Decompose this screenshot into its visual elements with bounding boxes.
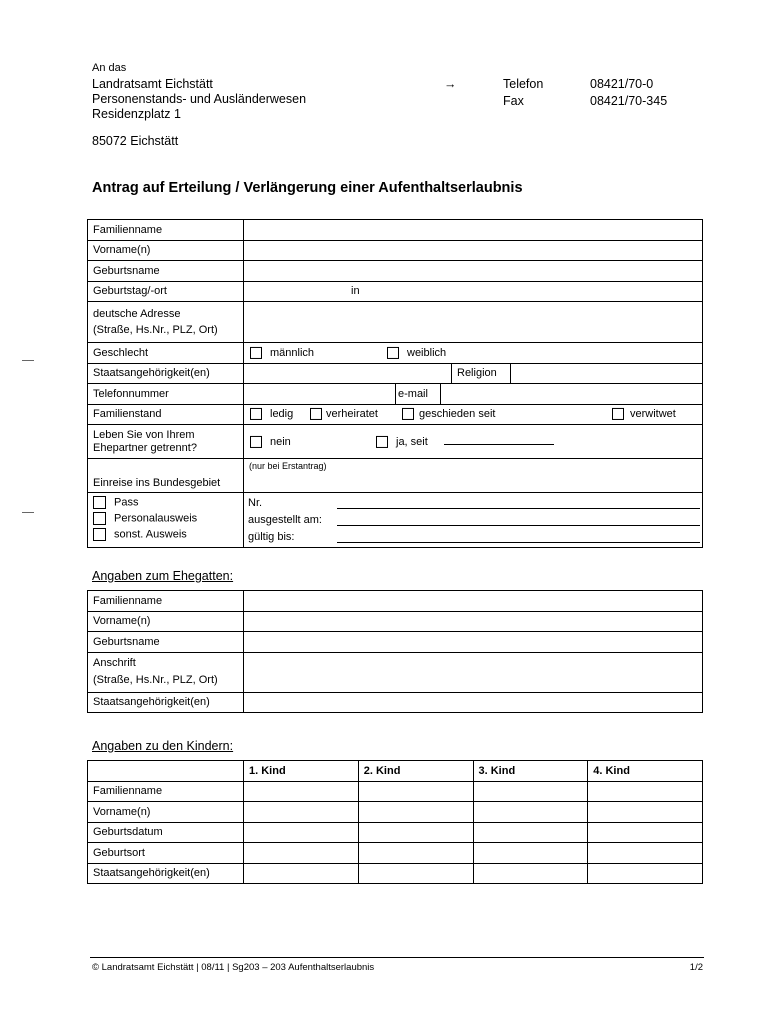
vorname-field[interactable] [244, 240, 703, 261]
table-row [88, 220, 703, 241]
checkbox-icon[interactable] [93, 528, 106, 541]
column-header: 3. Kind [473, 761, 588, 782]
label-einreise: Einreise ins Bundesgebiet [88, 459, 244, 493]
gueltig-label: gültig bis: [248, 531, 295, 543]
table-row [88, 822, 703, 843]
adresse-label-1: deutsche Adresse [93, 308, 181, 320]
spouse-anschrift-field[interactable] [244, 652, 703, 692]
checkbox-icon[interactable] [376, 436, 388, 448]
row-label: Vorname(n) [88, 802, 244, 823]
table-row [88, 404, 703, 425]
child-cell[interactable] [244, 843, 359, 864]
ja-seit-line[interactable] [444, 444, 554, 445]
verwitwet-option[interactable] [612, 408, 676, 420]
verwitwet-label: verwitwet [630, 408, 676, 421]
checkbox-icon[interactable] [93, 512, 106, 525]
table-row [88, 611, 703, 632]
checkbox-icon[interactable] [93, 496, 106, 509]
spouse-geburtsname-field[interactable] [244, 632, 703, 653]
address-line-3: Residenzplatz 1 [92, 107, 181, 121]
label-familienname: Familienname [88, 220, 244, 241]
nr-label: Nr. [248, 497, 263, 509]
label-spouse-anschrift [88, 652, 244, 692]
fold-mark [22, 360, 34, 361]
spouse-familienname-field[interactable] [244, 591, 703, 612]
checkbox-icon[interactable] [250, 436, 262, 448]
child-cell[interactable] [588, 822, 703, 843]
form-title: Antrag auf Erteilung / Verlängerung einer Aufenthaltserlaubnis [92, 180, 523, 196]
child-cell[interactable] [473, 863, 588, 884]
verheiratet-option[interactable] [310, 408, 378, 420]
nr-line[interactable] [337, 508, 700, 509]
sonst-ausweis-option[interactable] [93, 528, 187, 541]
label-geschlecht: Geschlecht [88, 343, 244, 364]
table-row [88, 843, 703, 864]
column-header: 4. Kind [588, 761, 703, 782]
fax-value: 08421/70-345 [590, 94, 668, 108]
applicant-table [87, 219, 703, 548]
checkbox-icon[interactable] [387, 347, 399, 359]
personalausweis-option[interactable] [93, 512, 197, 525]
religion-label: Religion [457, 367, 497, 380]
table-row [88, 425, 703, 459]
label-spouse-vorname: Vorname(n) [88, 611, 244, 632]
checkbox-icon[interactable] [250, 408, 262, 420]
children-heading: Angaben zu den Kindern: [92, 739, 234, 753]
row-label: Geburtsort [88, 843, 244, 864]
page-number: 1/2 [689, 962, 703, 973]
table-row [88, 863, 703, 884]
ausweis-details [244, 493, 703, 548]
column-header: 1. Kind [244, 761, 359, 782]
address-line-1: Landratsamt Eichstätt [92, 77, 213, 91]
column-header: 2. Kind [358, 761, 473, 782]
label-spouse-familienname: Familienname [88, 591, 244, 612]
children-table [87, 760, 703, 884]
adresse-field[interactable] [244, 302, 703, 343]
table-row [88, 493, 703, 548]
spouse-vorname-field[interactable] [244, 611, 703, 632]
child-cell[interactable] [358, 843, 473, 864]
weiblich-option[interactable] [387, 347, 446, 359]
spouse-anschrift-label-2: (Straße, Hs.Nr., PLZ, Ort) [93, 674, 218, 686]
label-spouse-staatsangehoerigkeit: Staatsangehörigkeit(en) [88, 692, 244, 713]
child-cell[interactable] [244, 863, 359, 884]
table-row [88, 591, 703, 612]
getrennt-label-2: Ehepartner getrennt? [93, 441, 197, 454]
child-cell[interactable] [358, 781, 473, 802]
familienname-field[interactable] [244, 220, 703, 241]
address-intro: An das [92, 62, 127, 74]
table-row [88, 343, 703, 364]
spouse-heading: Angaben zum Ehegatten: [92, 569, 234, 583]
adresse-label-2: (Straße, Hs.Nr., PLZ, Ort) [93, 324, 218, 336]
label-staatsangehoerigkeit: Staatsangehörigkeit(en) [88, 363, 244, 384]
label-telefon: Telefonnummer [88, 384, 244, 405]
nein-label: nein [270, 435, 291, 448]
table-row [88, 384, 703, 405]
child-cell[interactable] [588, 843, 703, 864]
weiblich-label: weiblich [407, 346, 447, 359]
table-row [88, 692, 703, 713]
label-spouse-geburtsname: Geburtsname [88, 632, 244, 653]
familienstand-field [244, 404, 703, 425]
spouse-anschrift-label-1: Anschrift [93, 657, 136, 669]
pass-option[interactable] [93, 496, 138, 509]
ja-seit-label: ja, seit [396, 435, 428, 448]
footer-divider [90, 957, 704, 958]
ausweis-options [88, 493, 244, 548]
checkbox-icon[interactable] [250, 347, 262, 359]
child-cell[interactable] [358, 863, 473, 884]
child-cell[interactable] [588, 781, 703, 802]
label-geburtstag: Geburtstag/-ort [88, 281, 244, 302]
telefon-field[interactable] [244, 384, 703, 405]
ledig-option[interactable] [250, 408, 293, 420]
child-cell[interactable] [244, 822, 359, 843]
header-empty [88, 761, 244, 782]
table-row [88, 302, 703, 343]
address-line-2: Personenstands- und Ausländerwesen [92, 92, 307, 106]
table-row [88, 781, 703, 802]
geburtsname-field[interactable] [244, 261, 703, 282]
nein-option[interactable] [250, 435, 291, 447]
ausgestellt-line[interactable] [337, 525, 700, 526]
checkbox-icon[interactable] [310, 408, 322, 420]
child-cell[interactable] [473, 822, 588, 843]
child-cell[interactable] [473, 843, 588, 864]
child-cell[interactable] [358, 802, 473, 823]
child-cell[interactable] [244, 802, 359, 823]
child-cell[interactable] [473, 781, 588, 802]
personalausweis-label: Personalausweis [114, 512, 198, 525]
table-row [88, 632, 703, 653]
einreise-field[interactable] [244, 459, 703, 493]
label-adresse [88, 302, 244, 343]
ledig-label: ledig [270, 408, 294, 421]
address-city: 85072 Eichstätt [92, 134, 179, 148]
label-geburtsname: Geburtsname [88, 261, 244, 282]
row-label: Staatsangehörigkeit(en) [88, 863, 244, 884]
maennlich-option[interactable] [250, 347, 314, 359]
label-getrennt [88, 425, 244, 459]
child-cell[interactable] [244, 781, 359, 802]
maennlich-label: männlich [270, 346, 315, 359]
geschieden-option[interactable] [402, 408, 495, 420]
child-cell[interactable] [358, 822, 473, 843]
arrow-icon: → [444, 77, 457, 91]
geschieden-label: geschieden seit [419, 408, 496, 421]
checkbox-icon[interactable] [612, 408, 624, 420]
fax-label: Fax [503, 94, 524, 108]
geschlecht-field [244, 343, 703, 364]
punch-mark [22, 512, 34, 513]
verheiratet-label: verheiratet [326, 408, 378, 421]
getrennt-field [244, 425, 703, 459]
staatsangehoerigkeit-field[interactable] [244, 363, 703, 384]
child-cell[interactable] [473, 802, 588, 823]
child-cell[interactable] [588, 863, 703, 884]
gueltig-line[interactable] [337, 542, 700, 543]
label-familienstand: Familienstand [88, 404, 244, 425]
table-row [88, 261, 703, 282]
phone-value: 08421/70-0 [590, 77, 654, 91]
getrennt-label-1: Leben Sie von Ihrem [93, 428, 195, 441]
child-cell[interactable] [588, 802, 703, 823]
table-row [88, 281, 703, 302]
table-row [88, 802, 703, 823]
table-row [88, 240, 703, 261]
table-row [88, 363, 703, 384]
ja-seit-option[interactable] [376, 435, 428, 447]
row-label: Familienname [88, 781, 244, 802]
in-label: in [351, 285, 360, 298]
spouse-table [87, 590, 703, 713]
table-row [88, 652, 703, 692]
row-label: Geburtsdatum [88, 822, 244, 843]
sonst-ausweis-label: sonst. Ausweis [114, 528, 187, 541]
spouse-staatsangehoerigkeit-field[interactable] [244, 692, 703, 713]
table-header-row [88, 761, 703, 782]
geburtstag-field[interactable] [244, 281, 703, 302]
email-label: e-mail [398, 387, 428, 400]
checkbox-icon[interactable] [402, 408, 414, 420]
table-row [88, 459, 703, 493]
pass-label: Pass [114, 496, 139, 509]
ausgestellt-label: ausgestellt am: [248, 514, 322, 526]
label-vorname: Vorname(n) [88, 240, 244, 261]
nur-erstantrag-note: (nur bei Erstantrag) [249, 461, 327, 471]
phone-label: Telefon [503, 77, 544, 91]
footer-text: © Landratsamt Eichstätt | 08/11 | Sg203 – 203 Aufenthaltserlaubnis [92, 962, 375, 973]
